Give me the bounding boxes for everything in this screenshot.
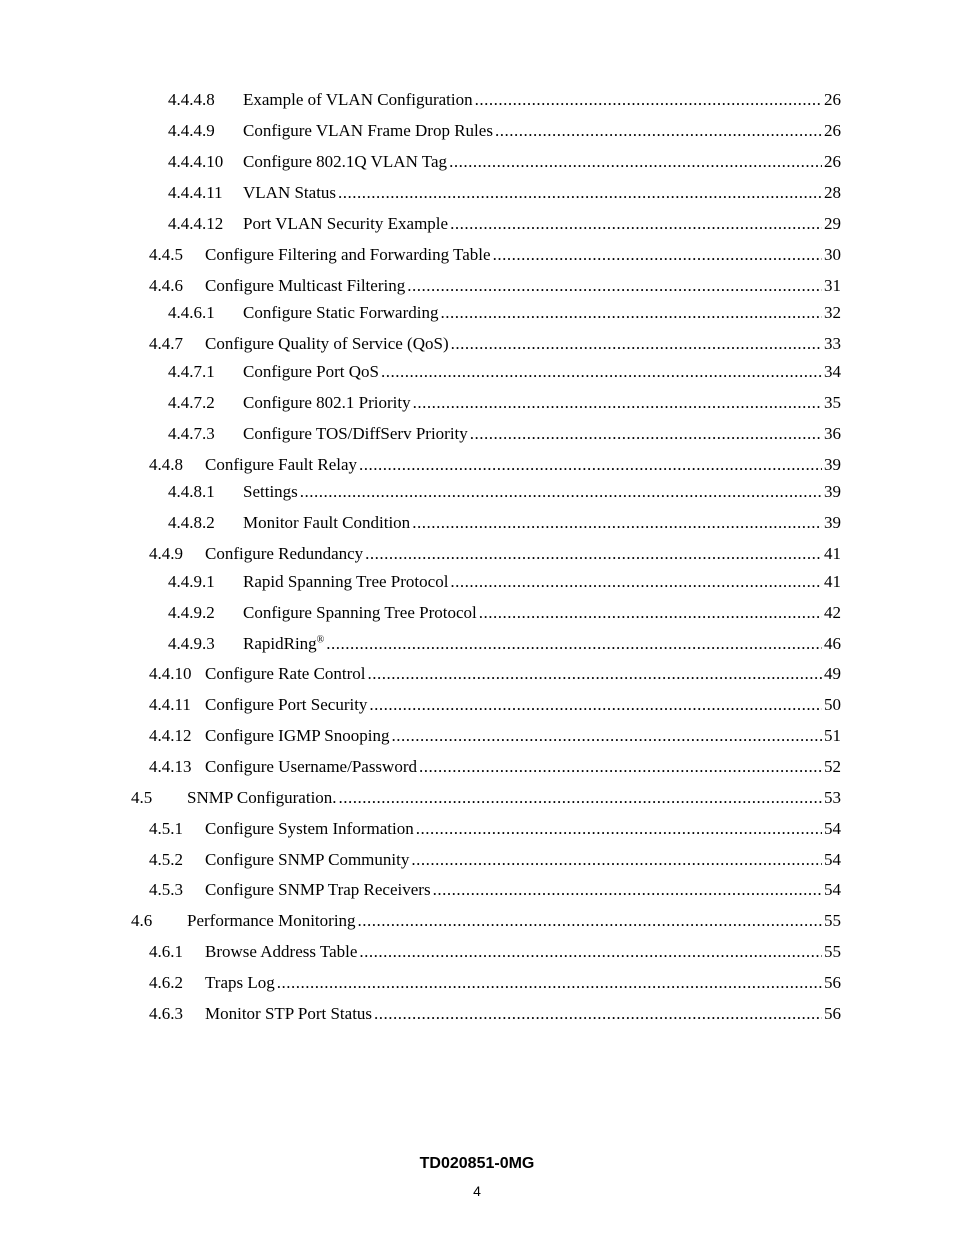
toc-entry-title: [205, 275, 405, 297]
toc-entry-title: [243, 633, 324, 655]
toc-entry-page: 53: [824, 788, 841, 807]
toc-entry-title-text: Configure Multicast Filtering: [205, 276, 406, 295]
toc-entry-page: 39: [824, 455, 841, 474]
toc-entry[interactable]: [149, 663, 841, 685]
toc-entry[interactable]: [168, 571, 841, 593]
toc-dot-leader: [450, 213, 822, 235]
toc-entry-title: [205, 756, 417, 778]
toc-entry-title: [243, 571, 448, 593]
toc-entry-number: 4.4.4.11: [168, 183, 223, 202]
toc-entry[interactable]: [149, 694, 841, 716]
toc-entry-title: [205, 818, 414, 840]
toc-entry-number: 4.4.9.3: [168, 634, 215, 653]
toc-entry-page: 36: [824, 424, 841, 443]
document-id: TD020851-0MG: [419, 1155, 535, 1172]
toc-entry-number: 4.4.7: [149, 334, 183, 353]
toc-entry-title-text: Configure 802.1 Priority: [243, 393, 411, 412]
toc-entry-page: 29: [824, 214, 841, 233]
toc-entry-title-text: VLAN Status: [243, 183, 337, 202]
toc-entry-title: [243, 602, 477, 624]
toc-dot-leader: [368, 663, 822, 685]
toc-entry-number: 4.4.8: [149, 455, 183, 474]
toc-entry[interactable]: [149, 1003, 841, 1025]
toc-entry-title-text: Monitor STP Port Status: [205, 1004, 373, 1023]
toc-entry[interactable]: [131, 910, 841, 932]
toc-entry-page: 46: [824, 634, 841, 653]
toc-entry[interactable]: [168, 633, 841, 655]
toc-entry-page: 50: [824, 695, 841, 714]
toc-entry-title-text: Settings: [243, 482, 298, 501]
toc-entry[interactable]: [149, 972, 841, 994]
toc-entry-number: 4.4.4.9: [168, 121, 215, 140]
toc-dot-leader: [381, 361, 822, 383]
toc-entry[interactable]: [149, 941, 841, 963]
toc-entry[interactable]: [168, 302, 841, 324]
toc-dot-leader: [495, 120, 822, 142]
toc-entry-number: 4.4.7.3: [168, 424, 215, 443]
toc-dot-leader: [339, 787, 822, 809]
toc-dot-leader: [338, 182, 822, 204]
toc-entry-number: 4.4.5: [149, 245, 183, 264]
toc-entry-page: 49: [824, 664, 841, 683]
toc-dot-leader: [479, 602, 822, 624]
toc-entry-title: [243, 213, 448, 235]
toc-entry-title: [205, 454, 357, 476]
toc-entry-page: 31: [824, 276, 841, 295]
toc-entry-number: 4.4.4.12: [168, 214, 224, 233]
toc-entry-title: [205, 244, 491, 266]
toc-dot-leader: [440, 302, 822, 324]
toc-entry-title-text: Configure Spanning Tree Protocol: [243, 603, 477, 622]
toc-entry-number: 4.5.3: [149, 880, 183, 899]
toc-entry-title: [243, 481, 298, 503]
toc-entry-number: 4.4.9: [149, 544, 183, 563]
toc-entry-title-text: Port VLAN Security Example: [243, 214, 449, 233]
toc-entry-number: 4.4.6.1: [168, 303, 215, 322]
toc-dot-leader: [451, 333, 822, 355]
toc-entry-title: [187, 787, 337, 809]
toc-entry-title-text: Configure Rate Control: [205, 664, 366, 683]
toc-entry-title: [205, 333, 449, 355]
toc-dot-leader: [470, 423, 822, 445]
toc-entry-page: 35: [824, 393, 841, 412]
toc-entry-page: 32: [824, 303, 841, 322]
toc-entry-page: 54: [824, 880, 841, 899]
toc-entry-title: [243, 361, 379, 383]
toc-entry-title-text: Configure Filtering and Forwarding Table: [205, 245, 491, 264]
toc-entry-title-text: Configure Port Security: [205, 695, 368, 714]
toc-entry[interactable]: [168, 423, 841, 445]
toc-dot-leader: [413, 392, 822, 414]
toc-entry-title-text: Monitor Fault Condition: [243, 513, 411, 532]
toc-entry-title: [243, 392, 411, 414]
toc-entry-title-text: Browse Address Table: [205, 942, 358, 961]
toc-entry[interactable]: [168, 602, 841, 624]
toc-dot-leader: [419, 756, 822, 778]
toc-entry-page: 54: [824, 850, 841, 869]
toc-entry[interactable]: [168, 392, 841, 414]
toc-entry[interactable]: [149, 756, 841, 778]
toc-dot-leader: [416, 818, 822, 840]
toc-entry-title-text: Configure SNMP Trap Receivers: [205, 880, 431, 899]
toc-entry-number: 4.5: [131, 788, 153, 807]
toc-entry-number: 4.4.8.2: [168, 513, 215, 532]
toc-entry[interactable]: [149, 879, 841, 901]
toc-entry-title: [243, 89, 473, 111]
toc-entry-title: [243, 182, 336, 204]
toc-entry-title: [243, 302, 438, 324]
toc-entry-number: 4.6.1: [149, 942, 183, 961]
toc-entry-title-text: SNMP Configuration.: [187, 788, 337, 807]
toc-entry-page: 55: [824, 942, 841, 961]
toc-entry-page: 42: [824, 603, 841, 622]
toc-entry[interactable]: [149, 275, 841, 297]
toc-entry-number: 4.5.2: [149, 850, 183, 869]
toc-entry[interactable]: [168, 512, 841, 534]
toc-dot-leader: [359, 941, 822, 963]
toc-entry-number: 4.4.9.1: [168, 572, 215, 591]
toc-entry-title-text: RapidRing: [243, 634, 317, 653]
toc-entry-page: 39: [824, 513, 841, 532]
toc-entry-number: 4.4.4.8: [168, 90, 215, 109]
toc-entry[interactable]: [149, 244, 841, 266]
toc-entry-page: 34: [824, 362, 841, 381]
toc-entry-page: 28: [824, 183, 841, 202]
toc-entry-page: 51: [824, 726, 841, 745]
toc-entry-page: 55: [824, 911, 841, 930]
toc-entry-title: [243, 151, 447, 173]
toc-entry-title: [205, 694, 367, 716]
toc-dot-leader: [412, 512, 822, 534]
toc-entry-title: [243, 423, 468, 445]
toc-entry-title-text: Example of VLAN Configuration: [243, 90, 473, 109]
toc-entry-page: 33: [824, 334, 841, 353]
toc-entry-number: 4.4.12: [149, 726, 192, 745]
toc-entry-page: 56: [824, 1004, 841, 1023]
toc-entry-title-text: Configure System Information: [205, 819, 414, 838]
toc-entry-title: [205, 941, 357, 963]
toc-entry-title-text: Traps Log: [205, 973, 275, 992]
toc-entry-page: 30: [824, 245, 841, 264]
toc-entry-title: [243, 120, 493, 142]
toc-entry[interactable]: [168, 182, 841, 204]
toc-entry[interactable]: [168, 361, 841, 383]
toc-dot-leader: [450, 571, 822, 593]
toc-entry-title: [205, 879, 431, 901]
toc-dot-leader: [277, 972, 822, 994]
toc-entry[interactable]: [149, 725, 841, 747]
toc-entry-title-text: Configure Fault Relay: [205, 455, 358, 474]
toc-entry-title: [205, 1003, 372, 1025]
toc-entry-title: [243, 512, 410, 534]
toc-entry[interactable]: [131, 787, 841, 809]
toc-dot-leader: [300, 481, 822, 503]
toc-dot-leader: [374, 1003, 822, 1025]
toc-entry-title-text: Configure Redundancy: [205, 544, 364, 563]
toc-entry-title-text: Configure 802.1Q VLAN Tag: [243, 152, 448, 171]
toc-entry[interactable]: [168, 213, 841, 235]
toc-dot-leader: [411, 849, 822, 871]
toc-entry[interactable]: [149, 849, 841, 871]
toc-dot-leader: [358, 910, 822, 932]
toc-entry-page: 26: [824, 152, 841, 171]
toc-entry-number: 4.4.13: [149, 757, 192, 776]
toc-entry-number: 4.4.8.1: [168, 482, 215, 501]
toc-entry-title-text: Configure VLAN Frame Drop Rules: [243, 121, 493, 140]
registered-mark: ®: [316, 634, 325, 646]
toc-entry[interactable]: [149, 454, 841, 476]
toc-entry-page: 56: [824, 973, 841, 992]
toc-entry[interactable]: [149, 543, 841, 565]
toc-entry-title: [205, 543, 363, 565]
toc-dot-leader: [449, 151, 822, 173]
toc-entry-title-text: Configure SNMP Community: [205, 850, 410, 869]
toc-entry-number: 4.6: [131, 911, 153, 930]
toc-dot-leader: [326, 633, 822, 655]
toc-entry-page: 26: [824, 90, 841, 109]
toc-entry-page: 39: [824, 482, 841, 501]
toc-entry-page: 41: [824, 544, 841, 563]
toc-entry-title-text: Configure Username/Password: [205, 757, 417, 776]
toc-entry-title-text: Configure Quality of Service (QoS): [205, 334, 449, 353]
toc-entry-page: 54: [824, 819, 841, 838]
toc-entry[interactable]: [168, 151, 841, 173]
toc-entry-number: 4.4.10: [149, 664, 192, 683]
toc-entry-page: 41: [824, 572, 841, 591]
toc-entry-number: 4.4.4.10: [168, 152, 224, 171]
toc-entry-title-text: Configure Port QoS: [243, 362, 379, 381]
toc-entry-title-text: Rapid Spanning Tree Protocol: [243, 572, 449, 591]
toc-entry-page: 26: [824, 121, 841, 140]
toc-dot-leader: [475, 89, 822, 111]
toc-dot-leader: [433, 879, 822, 901]
toc-entry-number: 4.4.6: [149, 276, 183, 295]
toc-entry-number: 4.4.11: [149, 695, 191, 714]
toc-entry-number: 4.5.1: [149, 819, 183, 838]
toc-entry[interactable]: [168, 89, 841, 111]
toc-entry-number: 4.4.9.2: [168, 603, 215, 622]
toc-entry[interactable]: [149, 333, 841, 355]
toc-entry[interactable]: [149, 818, 841, 840]
toc-entry-title: [205, 663, 366, 685]
toc-entry-number: 4.4.7.2: [168, 393, 215, 412]
toc-dot-leader: [369, 694, 822, 716]
toc-entry-title-text: Configure Static Forwarding: [243, 303, 439, 322]
toc-entry-title-text: Configure TOS/DiffServ Priority: [243, 424, 468, 443]
page-number: 4: [473, 1183, 481, 1199]
toc-entry-title-text: Configure IGMP Snooping: [205, 726, 390, 745]
toc-entry-number: 4.4.7.1: [168, 362, 215, 381]
toc-entry-page: 52: [824, 757, 841, 776]
toc-entry-number: 4.6.2: [149, 973, 183, 992]
toc-entry[interactable]: [168, 120, 841, 142]
toc-dot-leader: [365, 543, 822, 565]
toc-entry-title: [205, 972, 275, 994]
toc-dot-leader: [392, 725, 823, 747]
toc-entry-title: [205, 725, 390, 747]
toc-dot-leader: [407, 275, 822, 297]
toc-dot-leader: [493, 244, 822, 266]
toc-entry-number: 4.6.3: [149, 1004, 183, 1023]
toc-entry-title: [187, 910, 356, 932]
toc-entry[interactable]: [168, 481, 841, 503]
toc-dot-leader: [359, 454, 822, 476]
toc-entry-title-text: Performance Monitoring: [187, 911, 356, 930]
toc-entry-title: [205, 849, 409, 871]
